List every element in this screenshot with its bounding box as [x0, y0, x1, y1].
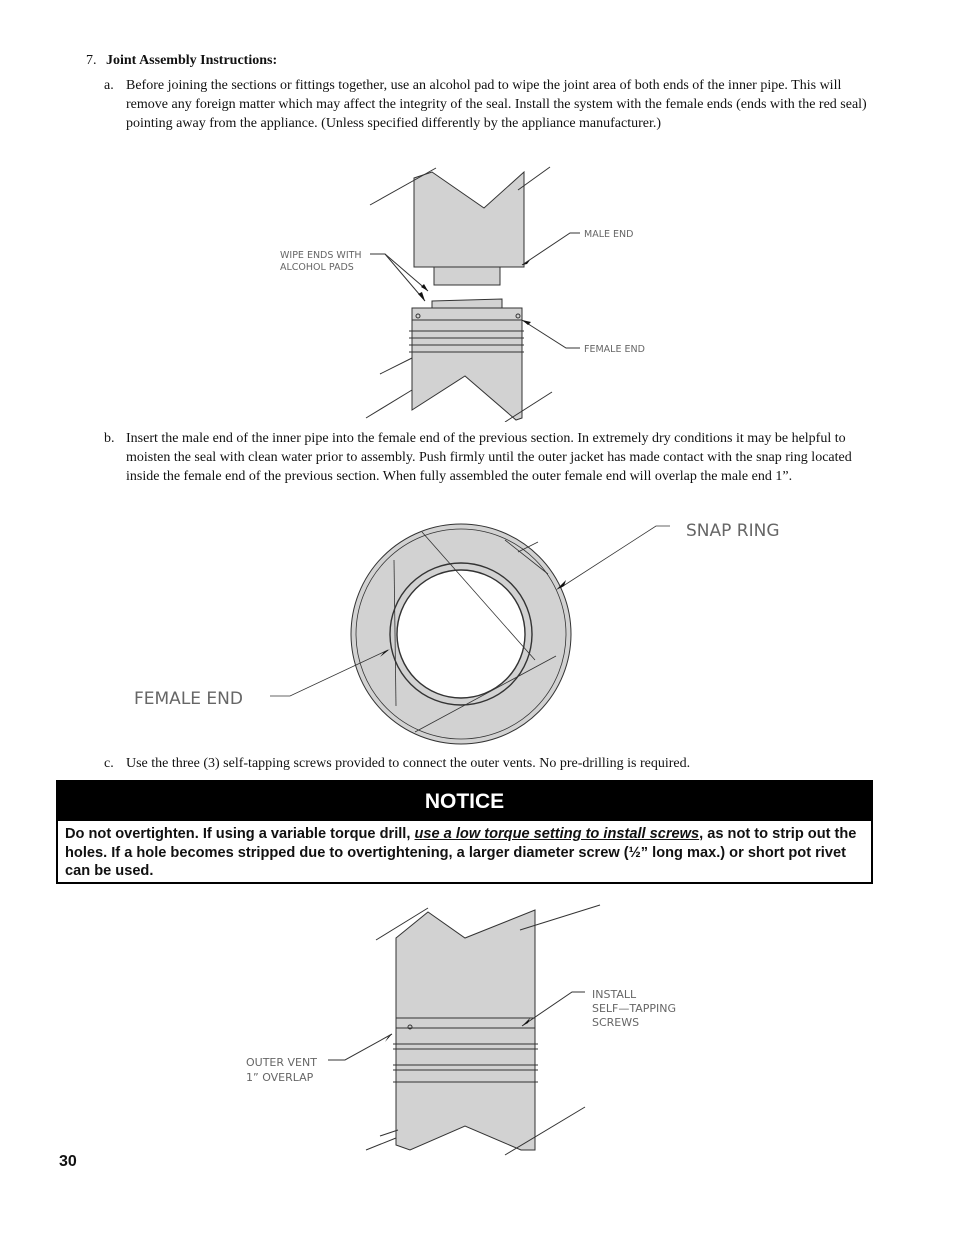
upper-pipe	[414, 172, 524, 267]
step-b	[104, 430, 871, 486]
wipe-label-2: ALCOHOL PADS	[280, 262, 354, 273]
notice-box	[56, 780, 873, 884]
lower-pipe	[412, 308, 522, 420]
notice-title: NOTICE	[58, 782, 871, 821]
section-title: Joint Assembly Instructions:	[106, 53, 278, 68]
notice-text-after: , as not to strip out the holes. If a hole becomes stripped due to overtightening, a larger diameter screw (½” long max.) or short pot rivet can be used.	[65, 826, 857, 880]
step-text: Insert the male end of the inner pipe into the female end of the previous section. In extremely dry conditions it may be helpful to moisten the seal with clean water prior to assembly. Push firmly until the outer jacket has made contact with the snap ring located inside the female end of the previous section. When fully assembled the outer female end will overlap the male end 1”.	[126, 431, 852, 484]
install-label-3: SCREWS	[592, 1016, 640, 1029]
male-end-sleeve	[434, 267, 500, 285]
step-c	[104, 755, 871, 774]
overlap-label-1: OUTER VENT	[246, 1056, 317, 1069]
outer-vent-overlap-diagram	[0, 900, 954, 1160]
step-text: Before joining the sections or fittings together, use an alcohol pad to wipe the joint area of both ends of the inner pipe. This will remove any foreign matter which may affect the integrity of the seal. Install the system with the female ends (ends with the red seal) pointing away from the appliance. (Unless specified differently by the appliance manufacturer.)	[126, 78, 867, 131]
female-end-label: FEMALE END	[134, 689, 243, 709]
notice-text-emphasis: use a low torque setting to install screws	[414, 826, 700, 842]
wipe-label-1: WIPE ENDS WITH	[280, 250, 362, 261]
section-heading	[86, 53, 277, 69]
joint-diagram-male-female	[0, 160, 954, 422]
page-number: 30	[59, 1153, 77, 1170]
install-label-2: SELF—TAPPING	[592, 1002, 677, 1015]
inner-opening	[397, 570, 525, 698]
install-label-1: INSTALL	[592, 988, 637, 1001]
vent-pipe	[396, 910, 535, 1150]
step-letter: b.	[104, 431, 115, 446]
step-letter: a.	[104, 78, 114, 93]
female-end-label: FEMALE END	[584, 344, 645, 355]
snap-ring-diagram	[0, 510, 954, 750]
female-inner-pipe	[432, 299, 502, 308]
male-end-label: MALE END	[584, 229, 634, 240]
notice-text-before: Do not overtighten. If using a variable torque drill,	[65, 826, 415, 842]
overlap-label-2: 1” OVERLAP	[246, 1071, 314, 1084]
step-letter: c.	[104, 756, 114, 771]
section-number: 7.	[86, 53, 97, 68]
step-a	[104, 77, 871, 133]
notice-text	[58, 821, 871, 885]
step-text: Use the three (3) self-tapping screws provided to connect the outer vents. No pre-drilling is required.	[126, 756, 691, 771]
snap-ring-label: SNAP RING	[686, 521, 780, 541]
